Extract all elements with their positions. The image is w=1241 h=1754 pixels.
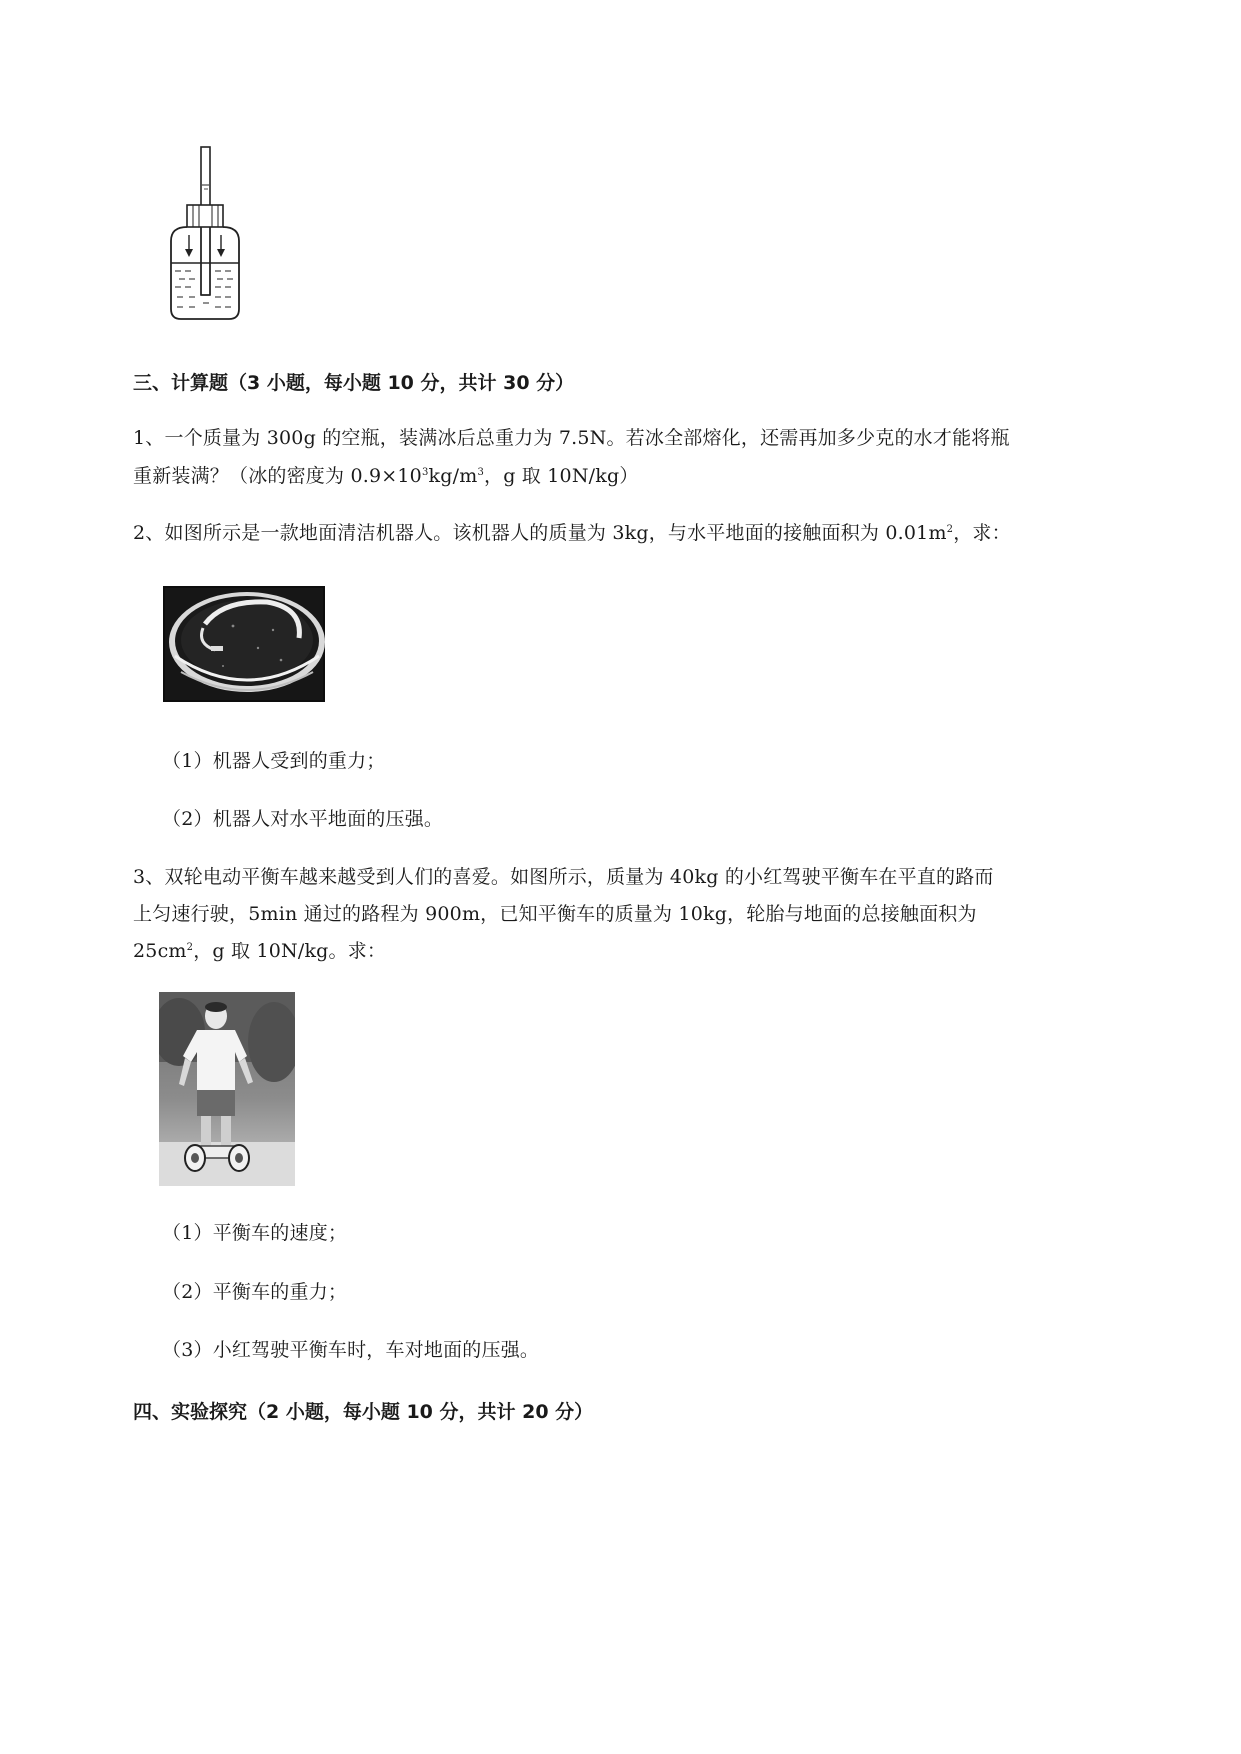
question-3-sub-3: （3）小红驾驶平衡车时，车对地面的压强。 (162, 1339, 540, 1361)
question-1-line-1: 1、一个质量为 300g 的空瓶，装满冰后总重力为 7.5N。若冰全部熔化，还需再加多少克的水才能将瓶 (133, 427, 1010, 449)
question-3-line-2: 上匀速行驶，5min 通过的路程为 900m，已知平衡车的质量为 10kg，轮胎与地面的总接触面积为 (133, 903, 977, 925)
question-2-line-1: 2、如图所示是一款地面清洁机器人。该机器人的质量为 3kg，与水平地面的接触面积为 $0.01m^2$，求： (133, 522, 1011, 544)
question-3-sub-2: （2）平衡车的重力； (162, 1281, 348, 1303)
question-2-sub-1: （1）机器人受到的重力； (162, 750, 386, 772)
section-3-heading: 三、计算题（3 小题，每小题 10 分，共计 30 分） (133, 372, 575, 394)
section-4-heading: 四、实验探究（2 小题，每小题 10 分，共计 20 分） (133, 1401, 594, 1423)
question-3-line-3: $25cm^2$，g 取 10N/kg。求： (133, 940, 387, 962)
question-1-line-2: 重新装满？（冰的密度为 $0.9\times 10^3kg/m^3$，g 取 10N/kg） (133, 465, 639, 487)
cleaning-robot-photo (163, 586, 325, 702)
question-2-sub-2: （2）机器人对水平地面的压强。 (162, 808, 444, 830)
balance-car-photo (159, 992, 295, 1186)
question-3-sub-1: （1）平衡车的速度； (162, 1222, 348, 1244)
question-3-line-1: 3、双轮电动平衡车越来越受到人们的喜爱。如图所示，质量为 40kg 的小红驾驶平衡车在平直的路而 (133, 866, 994, 888)
bottle-tube-figure (165, 145, 245, 325)
